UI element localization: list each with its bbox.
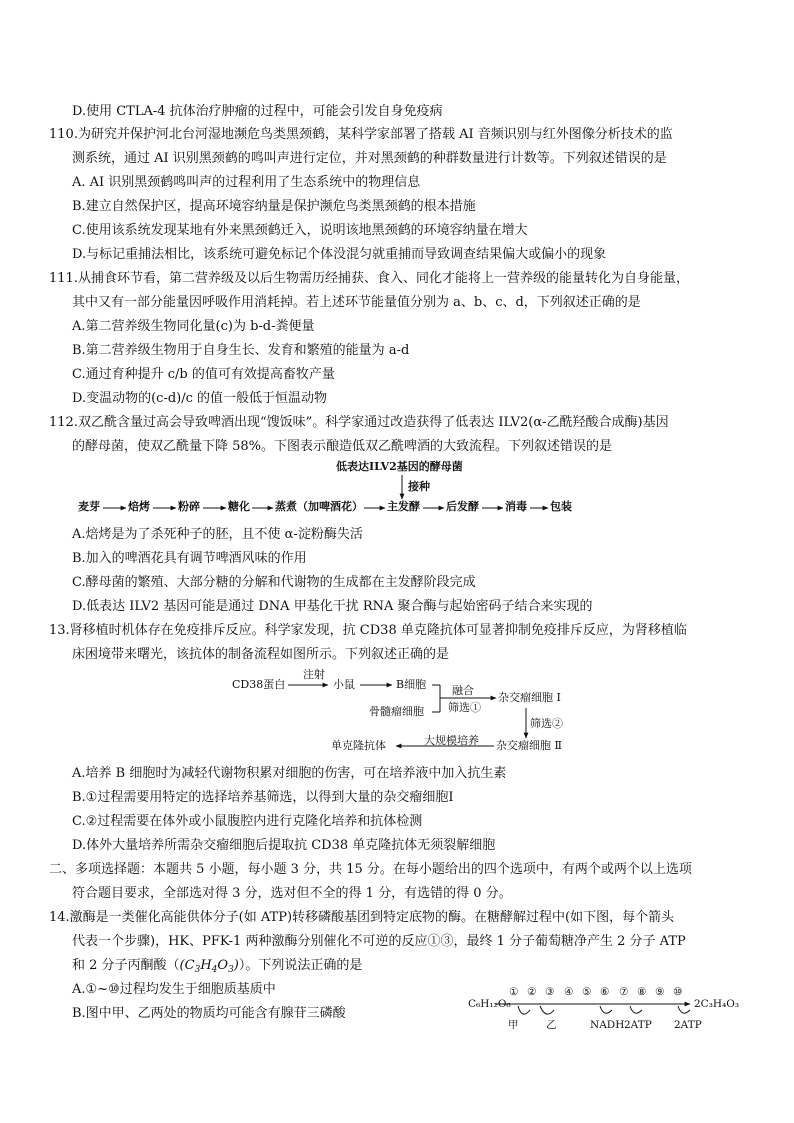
gly-step-5: ⑤ [582, 986, 592, 998]
q14-option-a: A.①~⑩过程均发生于细胞质基质中 [72, 982, 276, 997]
gly-step-10: ⑩ [673, 986, 683, 998]
gly-branch-nadh [600, 1006, 612, 1013]
q111-option-b: B.第二营养级生物用于自身生长、发育和繁殖的能量为 a-d [72, 343, 410, 358]
gly-nadh-label: NADH [590, 1019, 625, 1031]
gly-step-1: ① [509, 986, 519, 998]
gly-step-9: ⑨ [655, 986, 665, 998]
gly-step-8: ⑧ [637, 986, 647, 998]
gly-glucose-label: C₆H₁₂O₆ [468, 998, 511, 1010]
q111-option-c: C.通过育种提升 c/b 的值可有效提高畜牧产量 [72, 367, 335, 382]
gly-branch-atp-a [630, 1006, 642, 1013]
ab-bcell-label: B细胞 [396, 678, 427, 691]
ab-hybrid1-label: 杂交瘤细胞 Ⅰ [498, 691, 561, 704]
q13-option-a: A.培养 B 细胞时为减轻代谢物积累对细胞的伤害，可在培养液中加入抗生素 [72, 766, 507, 781]
ab-mab-label: 单克隆抗体 [331, 739, 386, 752]
q14-stem-line3 [72, 957, 362, 979]
ab-screen2-label: 筛选② [530, 717, 563, 730]
ab-culture-label: 大规模培养 [424, 734, 479, 747]
gly-atp-a-label: 2ATP [624, 1019, 652, 1031]
q112-option-c: C.酵母菌的繁殖、大部分糖的分解和代谢物的生成都在主发酵阶段完成 [72, 575, 476, 590]
q110-option-d: D.与标记重捕法相比，该系统可避免标记个体没混匀就重捕而导致调查结果偏大或偏小的现象 [72, 247, 607, 262]
q13-stem-line2: 床困境带来曙光，该抗体的制备流程如图所示。下列叙述正确的是 [72, 647, 450, 662]
q112-option-a: A.焙烤是为了杀死种子的胚，且不使 α-淀粉酶失活 [72, 527, 363, 542]
q112-option-b: B.加入的啤酒花具有调节啤酒风味的作用 [72, 551, 307, 566]
gly-yi-label: 乙 [546, 1019, 557, 1031]
section2-heading-line1: 二、多项选择题：本题共 5 小题，每小题 3 分，共 15 分。在每小题给出的四个选项中，有两个或两个以上选项 [49, 862, 692, 877]
beer-step-saccharify: 糖化 [228, 500, 250, 513]
q14-option-b: B.图中甲、乙两处的物质均可能含有腺苷三磷酸 [72, 1006, 346, 1021]
gly-jia-label: 甲 [508, 1019, 519, 1031]
gly-step-7: ⑦ [619, 986, 629, 998]
q14-line3-before: 和 2 分子丙酮酸（ [72, 958, 180, 973]
gly-step-2: ② [527, 986, 537, 998]
ab-myeloma-label: 骨髓瘤细胞 [369, 705, 424, 718]
gly-branch-atp-b [678, 1006, 690, 1013]
beer-step-sterilize: 消毒 [505, 500, 527, 513]
gly-atp-b-label: 2ATP [674, 1019, 702, 1031]
beer-step-main-ferment: 主发酵 [387, 500, 420, 513]
beer-yeast-label: 低表达ILV2基因的酵母菌 [336, 460, 463, 473]
q14-stem-line2: 代表一个步骤)，HK、PFK-1 两种激酶分别催化不可逆的反应①③，最终 1 分子葡萄糖净产生 2 分子 ATP [72, 934, 686, 949]
q13-option-b: B.①过程需要用特定的选择培养基筛选，以得到大量的杂交瘤细胞Ⅰ [72, 790, 454, 805]
gly-step-3: ③ [545, 986, 555, 998]
ab-screen1-label: 筛选① [448, 701, 481, 714]
beer-step-grind: 粉碎 [178, 500, 200, 513]
q111-stem-line1: 111.从捕食环节看，第二营养级及以后生物需历经捕获、食入、同化才能将上一营养级的能量转化为自身能量， [49, 271, 689, 286]
gly-step-4: ④ [564, 986, 574, 998]
ab-fuse-label: 融合 [452, 684, 474, 697]
q110-stem-line2: 测系统，通过 AI 识别黑颈鹤的鸣叫声进行定位，并对黑颈鹤的种群数量进行计数等。下列叙述错误的是 [72, 151, 667, 166]
q13-option-c: C.②过程需要在体外或小鼠腹腔内进行克隆化培养和抗体检测 [72, 814, 423, 829]
q109-option-d: D.使用 CTLA-4 抗体治疗肿瘤的过程中，可能会引发自身免疫病 [72, 104, 443, 119]
beer-inoculate-label: 接种 [408, 480, 430, 493]
ab-mouse-label: 小鼠 [333, 678, 355, 691]
gly-step-6: ⑥ [600, 986, 610, 998]
pyruvate-formula: $(C_3H_4O_3)$ [179, 958, 239, 975]
q111-option-d: D.变温动物的(c-d)/c 的值一般低于恒温动物 [72, 391, 328, 406]
beer-step-package: 包装 [550, 500, 572, 513]
ab-hybrid2-label: 杂交瘤细胞 Ⅱ [496, 739, 562, 752]
q110-option-b: B.建立自然保护区，提高环境容纳量是保护濒危鸟类黑颈鹤的根本措施 [72, 199, 476, 214]
gly-branch-yi [540, 1006, 554, 1014]
section2-heading-line2: 符合题目要求，全部选对得 3 分，选对但不全的得 1 分，有选错的得 0 分。 [72, 886, 512, 901]
q112-stem-line2: 的酵母菌，使双乙酰量下降 58%。下图表示酿造低双乙酰啤酒的大致流程。下列叙述错误的是 [72, 439, 613, 454]
q13-stem-line1: 13.肾移植时机体存在免疫排斥反应。科学家发现，抗 CD38 单克隆抗体可显著抑制免疫排斥反应，为肾移植临 [49, 623, 687, 638]
q110-option-c: C.使用该系统发现某地有外来黑颈鹤迁入，说明该地黑颈鹤的环境容纳量在增大 [72, 223, 528, 238]
q13-option-d: D.体外大量培养所需杂交瘤细胞后提取抗 CD38 单克隆抗体无须裂解细胞 [72, 838, 496, 853]
q14-line3-after: ）。下列说法正确的是 [238, 958, 363, 973]
q110-stem-line1: 110.为研究并保护河北台河湿地濒危鸟类黑颈鹤，某科学家部署了搭载 AI 音频识别与红外图像分析技术的监 [49, 127, 673, 142]
beer-step-roast: 焙烤 [128, 500, 150, 513]
q112-option-d: D.低表达 ILV2 基因可能是通过 DNA 甲基化干扰 RNA 聚合酶与起始密码子结合来实现的 [72, 599, 593, 614]
ab-inject-label: 注射 [303, 668, 325, 681]
beer-step-malt: 麦芽 [78, 500, 100, 513]
gly-product-label: 2C₃H₄O₃ [694, 998, 740, 1010]
q111-option-a: A.第二营养级生物同化量(c)为 b-d-粪便量 [72, 319, 315, 334]
q14-stem-line1: 14.激酶是一类催化高能供体分子(如 ATP)转移磷酸基团到特定底物的酶。在糖酵解过程中(如下图，每个箭头 [49, 910, 675, 925]
q110-option-a: A. AI 识别黑颈鹤鸣叫声的过程利用了生态系统中的物理信息 [72, 175, 421, 190]
q112-stem-line1: 112.双乙酰含量过高会导致啤酒出现“馊饭味”。科学家通过改造获得了低表达 ILV2(α-乙酰羟酸合成酶)基因 [49, 415, 669, 430]
ab-cd38-label: CD38蛋白 [232, 678, 286, 691]
beer-step-post-ferment: 后发酵 [446, 500, 479, 513]
beer-step-boil: 蒸煮（加啤酒花） [275, 500, 363, 513]
gly-branch-jia [518, 1006, 530, 1014]
q111-stem-line2: 其中又有一部分能量因呼吸作用消耗掉。若上述环节能量值分别为 a、b、c、d，下列叙述正确的是 [72, 295, 641, 310]
